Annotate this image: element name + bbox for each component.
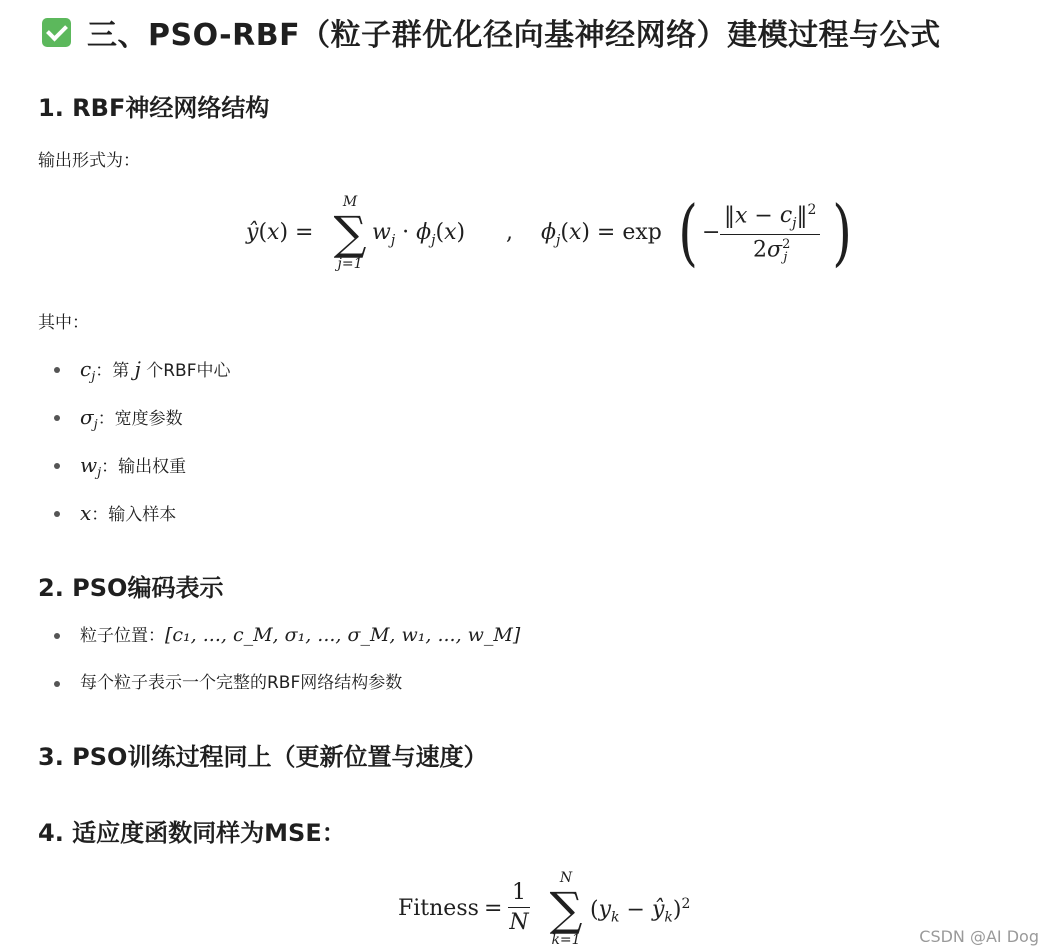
list-item: $c_j$：第 j 个RBF中心 <box>38 352 838 400</box>
pso-encoding-list <box>38 618 938 714</box>
rbf-output-formula: ŷ(x) = M ∑ j=1 $w_j \cdot \phi_j(x)$ , $\phi_j(x) = \exp$ ( − $\frac{‖x - c_j‖^2}{2\sigma^2_j}$ ) <box>246 190 852 274</box>
list-item: 每个粒子表示一个完整的RBF网络结构参数 <box>38 666 938 714</box>
rbf-intro-text: 输出形式为： <box>38 151 140 171</box>
particle-position-vector: [c₁, ..., c_M, σ₁, ..., σ_M, w₁, ..., w_M] <box>165 624 521 646</box>
watermark: CSDN @AI Dog <box>919 927 1039 946</box>
one-over-n-fraction: $\frac{1}{N}$ <box>509 880 529 935</box>
main-heading-text: 三、PSO-RBF（粒子群优化径向基神经网络）建模过程与公式 <box>87 18 941 53</box>
list-item: x：输入样本 <box>38 496 838 544</box>
gaussian-fraction: $\frac{‖x - c_j‖^2}{2\sigma^2_j}$ <box>720 202 820 265</box>
section-4-title: 4. 适应度函数同样为MSE： <box>38 819 346 847</box>
fitness-formula: Fitness = $\frac{1}{N}$ N ∑ k=1 ($y_k$ − $ŷ_k)^2$ <box>398 870 691 948</box>
summation-symbol: M ∑ j=1 <box>333 194 367 272</box>
summation-symbol: N ∑ k=1 <box>549 870 583 948</box>
main-heading <box>42 10 941 54</box>
section-2-title: 2. PSO编码表示 <box>38 574 224 602</box>
section-3-title: 3. PSO训练过程同上（更新位置与速度） <box>38 743 488 771</box>
list-item: $\sigma_j$：宽度参数 <box>38 400 838 448</box>
list-item: 粒子位置：[c₁, ..., c_M, σ₁, ..., σ_M, w₁, ..., w_M] <box>38 618 938 666</box>
section-1-title: 1. RBF神经网络结构 <box>38 94 270 122</box>
list-item: $w_j$：输出权重 <box>38 448 838 496</box>
check-mark-icon <box>42 18 71 47</box>
rbf-where-text: 其中： <box>38 313 89 333</box>
rbf-parameter-list <box>38 352 838 544</box>
